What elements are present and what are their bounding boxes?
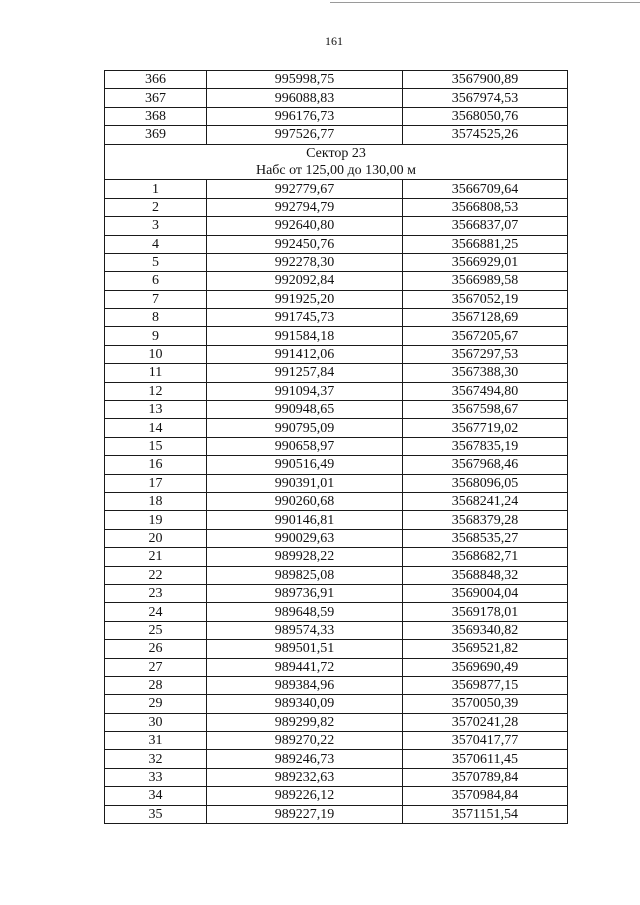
point-number-cell: 35 <box>105 805 207 823</box>
x-coordinate-cell: 991412,06 <box>207 345 403 363</box>
table-row <box>105 750 568 768</box>
x-coordinate-cell: 995998,75 <box>207 71 403 89</box>
table-row <box>105 235 568 253</box>
point-number-cell: 10 <box>105 345 207 363</box>
table-row <box>105 805 568 823</box>
y-coordinate-cell: 3567968,46 <box>403 456 568 474</box>
y-coordinate-cell: 3569690,49 <box>403 658 568 676</box>
table-row <box>105 401 568 419</box>
y-coordinate-cell: 3566929,01 <box>403 253 568 271</box>
x-coordinate-cell: 996176,73 <box>207 107 403 125</box>
point-number-cell: 367 <box>105 89 207 107</box>
table-row <box>105 217 568 235</box>
x-coordinate-cell: 989270,22 <box>207 732 403 750</box>
table-row <box>105 787 568 805</box>
y-coordinate-cell: 3567598,67 <box>403 401 568 419</box>
y-coordinate-cell: 3570241,28 <box>403 713 568 731</box>
point-number-cell: 23 <box>105 584 207 602</box>
y-coordinate-cell: 3566837,07 <box>403 217 568 235</box>
x-coordinate-cell: 990146,81 <box>207 511 403 529</box>
table-row <box>105 658 568 676</box>
y-coordinate-cell: 3568050,76 <box>403 107 568 125</box>
x-coordinate-cell: 990029,63 <box>207 529 403 547</box>
x-coordinate-cell: 989246,73 <box>207 750 403 768</box>
point-number-cell: 13 <box>105 401 207 419</box>
table-row <box>105 566 568 584</box>
point-number-cell: 366 <box>105 71 207 89</box>
x-coordinate-cell: 992794,79 <box>207 198 403 216</box>
table-row <box>105 640 568 658</box>
table-row <box>105 364 568 382</box>
x-coordinate-cell: 991094,37 <box>207 382 403 400</box>
y-coordinate-cell: 3569877,15 <box>403 676 568 694</box>
table-row <box>105 511 568 529</box>
y-coordinate-cell: 3568535,27 <box>403 529 568 547</box>
point-number-cell: 22 <box>105 566 207 584</box>
y-coordinate-cell: 3570984,84 <box>403 787 568 805</box>
x-coordinate-cell: 989574,33 <box>207 621 403 639</box>
point-number-cell: 19 <box>105 511 207 529</box>
x-coordinate-cell: 989299,82 <box>207 713 403 731</box>
x-coordinate-cell: 989441,72 <box>207 658 403 676</box>
y-coordinate-cell: 3571151,54 <box>403 805 568 823</box>
point-number-cell: 33 <box>105 768 207 786</box>
y-coordinate-cell: 3569004,04 <box>403 584 568 602</box>
point-number-cell: 34 <box>105 787 207 805</box>
y-coordinate-cell: 3566989,58 <box>403 272 568 290</box>
point-number-cell: 8 <box>105 309 207 327</box>
x-coordinate-cell: 992278,30 <box>207 253 403 271</box>
x-coordinate-cell: 997526,77 <box>207 126 403 144</box>
y-coordinate-cell: 3567297,53 <box>403 345 568 363</box>
point-number-cell: 18 <box>105 492 207 510</box>
x-coordinate-cell: 990516,49 <box>207 456 403 474</box>
point-number-cell: 17 <box>105 474 207 492</box>
point-number-cell: 5 <box>105 253 207 271</box>
table-row <box>105 382 568 400</box>
table-row <box>105 713 568 731</box>
table-row <box>105 529 568 547</box>
table-row <box>105 492 568 510</box>
table-row <box>105 107 568 125</box>
table-row <box>105 126 568 144</box>
x-coordinate-cell: 989227,19 <box>207 805 403 823</box>
table-row <box>105 603 568 621</box>
point-number-cell: 16 <box>105 456 207 474</box>
x-coordinate-cell: 989928,22 <box>207 548 403 566</box>
x-coordinate-cell: 989226,12 <box>207 787 403 805</box>
x-coordinate-cell: 991257,84 <box>207 364 403 382</box>
point-number-cell: 1 <box>105 180 207 198</box>
point-number-cell: 7 <box>105 290 207 308</box>
x-coordinate-cell: 989825,08 <box>207 566 403 584</box>
x-coordinate-cell: 989736,91 <box>207 584 403 602</box>
x-coordinate-cell: 990948,65 <box>207 401 403 419</box>
y-coordinate-cell: 3570611,45 <box>403 750 568 768</box>
x-coordinate-cell: 989384,96 <box>207 676 403 694</box>
table-row <box>105 732 568 750</box>
table-row <box>105 180 568 198</box>
point-number-cell: 15 <box>105 437 207 455</box>
point-number-cell: 9 <box>105 327 207 345</box>
y-coordinate-cell: 3567719,02 <box>403 419 568 437</box>
table-row <box>105 676 568 694</box>
point-number-cell: 11 <box>105 364 207 382</box>
point-number-cell: 20 <box>105 529 207 547</box>
point-number-cell: 29 <box>105 695 207 713</box>
y-coordinate-cell: 3567835,19 <box>403 437 568 455</box>
x-coordinate-cell: 990658,97 <box>207 437 403 455</box>
y-coordinate-cell: 3568379,28 <box>403 511 568 529</box>
point-number-cell: 30 <box>105 713 207 731</box>
y-coordinate-cell: 3567494,80 <box>403 382 568 400</box>
table-row <box>105 419 568 437</box>
x-coordinate-cell: 989340,09 <box>207 695 403 713</box>
table-row <box>105 621 568 639</box>
y-coordinate-cell: 3569340,82 <box>403 621 568 639</box>
x-coordinate-cell: 990391,01 <box>207 474 403 492</box>
table-row <box>105 548 568 566</box>
x-coordinate-cell: 996088,83 <box>207 89 403 107</box>
table-row <box>105 474 568 492</box>
table-row <box>105 327 568 345</box>
top-rule <box>330 2 640 3</box>
x-coordinate-cell: 989232,63 <box>207 768 403 786</box>
table-row <box>105 768 568 786</box>
point-number-cell: 3 <box>105 217 207 235</box>
y-coordinate-cell: 3567052,19 <box>403 290 568 308</box>
y-coordinate-cell: 3567974,53 <box>403 89 568 107</box>
x-coordinate-cell: 989501,51 <box>207 640 403 658</box>
y-coordinate-cell: 3568848,32 <box>403 566 568 584</box>
point-number-cell: 32 <box>105 750 207 768</box>
y-coordinate-cell: 3570417,77 <box>403 732 568 750</box>
sector-header-row <box>105 144 568 180</box>
coordinates-table <box>104 70 568 824</box>
x-coordinate-cell: 992779,67 <box>207 180 403 198</box>
table-row <box>105 89 568 107</box>
point-number-cell: 369 <box>105 126 207 144</box>
y-coordinate-cell: 3567900,89 <box>403 71 568 89</box>
table-row <box>105 309 568 327</box>
point-number-cell: 25 <box>105 621 207 639</box>
table-row <box>105 198 568 216</box>
point-number-cell: 26 <box>105 640 207 658</box>
y-coordinate-cell: 3569521,82 <box>403 640 568 658</box>
point-number-cell: 24 <box>105 603 207 621</box>
x-coordinate-cell: 991925,20 <box>207 290 403 308</box>
y-coordinate-cell: 3568241,24 <box>403 492 568 510</box>
y-coordinate-cell: 3567205,67 <box>403 327 568 345</box>
y-coordinate-cell: 3567388,30 <box>403 364 568 382</box>
point-number-cell: 28 <box>105 676 207 694</box>
point-number-cell: 6 <box>105 272 207 290</box>
point-number-cell: 368 <box>105 107 207 125</box>
x-coordinate-cell: 990260,68 <box>207 492 403 510</box>
y-coordinate-cell: 3568096,05 <box>403 474 568 492</box>
x-coordinate-cell: 991584,18 <box>207 327 403 345</box>
x-coordinate-cell: 991745,73 <box>207 309 403 327</box>
point-number-cell: 2 <box>105 198 207 216</box>
table-row <box>105 71 568 89</box>
point-number-cell: 31 <box>105 732 207 750</box>
x-coordinate-cell: 992640,80 <box>207 217 403 235</box>
point-number-cell: 27 <box>105 658 207 676</box>
y-coordinate-cell: 3566881,25 <box>403 235 568 253</box>
table-row <box>105 345 568 363</box>
y-coordinate-cell: 3566709,64 <box>403 180 568 198</box>
sector-header-cell <box>105 144 568 180</box>
point-number-cell: 12 <box>105 382 207 400</box>
table-row <box>105 272 568 290</box>
x-coordinate-cell: 990795,09 <box>207 419 403 437</box>
y-coordinate-cell: 3570050,39 <box>403 695 568 713</box>
y-coordinate-cell: 3567128,69 <box>403 309 568 327</box>
y-coordinate-cell: 3566808,53 <box>403 198 568 216</box>
y-coordinate-cell: 3568682,71 <box>403 548 568 566</box>
table-row <box>105 437 568 455</box>
sector-title: Сектор 23 <box>306 145 366 161</box>
x-coordinate-cell: 989648,59 <box>207 603 403 621</box>
y-coordinate-cell: 3574525,26 <box>403 126 568 144</box>
y-coordinate-cell: 3570789,84 <box>403 768 568 786</box>
table-row <box>105 584 568 602</box>
coordinates-table-body <box>105 71 568 824</box>
table-row <box>105 695 568 713</box>
point-number-cell: 14 <box>105 419 207 437</box>
point-number-cell: 4 <box>105 235 207 253</box>
y-coordinate-cell: 3569178,01 <box>403 603 568 621</box>
sector-subtitle: Набс от 125,00 до 130,00 м <box>255 162 417 178</box>
table-row <box>105 290 568 308</box>
page-number: 161 <box>325 34 343 48</box>
x-coordinate-cell: 992450,76 <box>207 235 403 253</box>
point-number-cell: 21 <box>105 548 207 566</box>
table-row <box>105 253 568 271</box>
table-row <box>105 456 568 474</box>
x-coordinate-cell: 992092,84 <box>207 272 403 290</box>
